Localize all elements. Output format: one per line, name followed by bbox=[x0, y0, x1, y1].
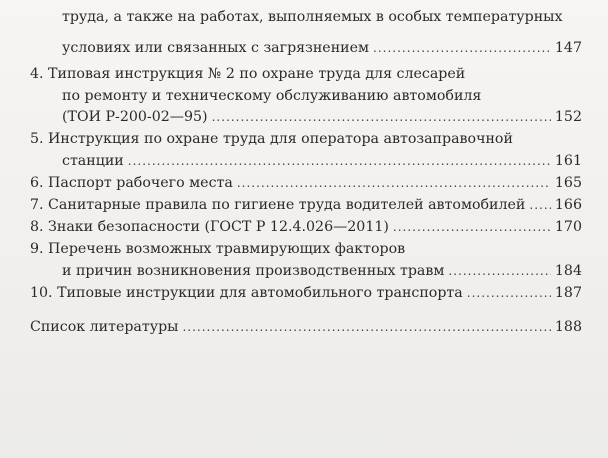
toc-entry-text: 6. Паспорт рабочего места bbox=[30, 175, 233, 191]
dot-leader bbox=[448, 260, 551, 282]
toc-page-number: 170 bbox=[554, 219, 582, 235]
toc-page-number: 161 bbox=[554, 153, 582, 169]
toc-entry-text: Список литературы bbox=[30, 319, 179, 335]
toc-page-number: 188 bbox=[554, 319, 582, 335]
toc-line bbox=[62, 260, 582, 282]
dot-leader bbox=[373, 37, 551, 59]
toc-line bbox=[62, 106, 582, 128]
toc-line bbox=[30, 282, 582, 304]
toc-line bbox=[62, 37, 582, 59]
toc-line bbox=[30, 194, 582, 216]
toc-entry-text: 5. Инструкция по охране труда для оператора автозаправочной bbox=[30, 131, 513, 147]
toc-page-number: 187 bbox=[554, 285, 582, 301]
dot-leader bbox=[393, 216, 551, 238]
toc-line bbox=[30, 238, 582, 260]
toc-entry-text: и причин возникновения производственных травм bbox=[62, 263, 445, 279]
dot-leader bbox=[128, 150, 551, 172]
toc-page-number: 184 bbox=[554, 263, 582, 279]
toc-entry-text: условиях или связанных с загрязнением bbox=[62, 40, 370, 56]
toc-entry-text: по ремонту и техническому обслуживанию автомобиля bbox=[62, 88, 482, 104]
toc-line bbox=[62, 85, 582, 107]
toc-line bbox=[30, 172, 582, 194]
toc-line bbox=[62, 150, 582, 172]
toc-entry-text: 4. Типовая инструкция № 2 по охране труда для слесарей bbox=[30, 66, 466, 82]
toc-entry-text: 9. Перечень возможных травмирующих факторов bbox=[30, 241, 406, 257]
toc-page-number: 166 bbox=[554, 197, 582, 213]
toc-line bbox=[30, 128, 582, 150]
dot-leader bbox=[529, 194, 551, 216]
toc-page-number: 165 bbox=[554, 175, 582, 191]
toc-entry-text: 10. Типовые инструкции для автомобильного транспорта bbox=[30, 285, 463, 301]
toc-entry-text: 7. Санитарные правила по гигиене труда водителей автомобилей bbox=[30, 197, 526, 213]
dot-leader bbox=[467, 282, 551, 304]
toc-entry-text: станции bbox=[62, 153, 124, 169]
dot-leader bbox=[212, 106, 551, 128]
toc-page-number: 147 bbox=[554, 40, 582, 56]
dot-leader bbox=[237, 172, 551, 194]
toc-line bbox=[30, 63, 582, 85]
toc-entry-text: 8. Знаки безопасности (ГОСТ Р 12.4.026—2011) bbox=[30, 219, 389, 235]
toc-line bbox=[30, 316, 582, 338]
toc-line bbox=[62, 6, 582, 28]
dot-leader bbox=[182, 316, 550, 338]
toc-page-number: 152 bbox=[554, 109, 582, 125]
toc-entry-text: труда, а также на работах, выполняемых в особых температурных bbox=[62, 9, 563, 25]
toc-line bbox=[30, 216, 582, 238]
toc-entry-text: (ТОИ Р-200-02—95) bbox=[62, 109, 208, 125]
